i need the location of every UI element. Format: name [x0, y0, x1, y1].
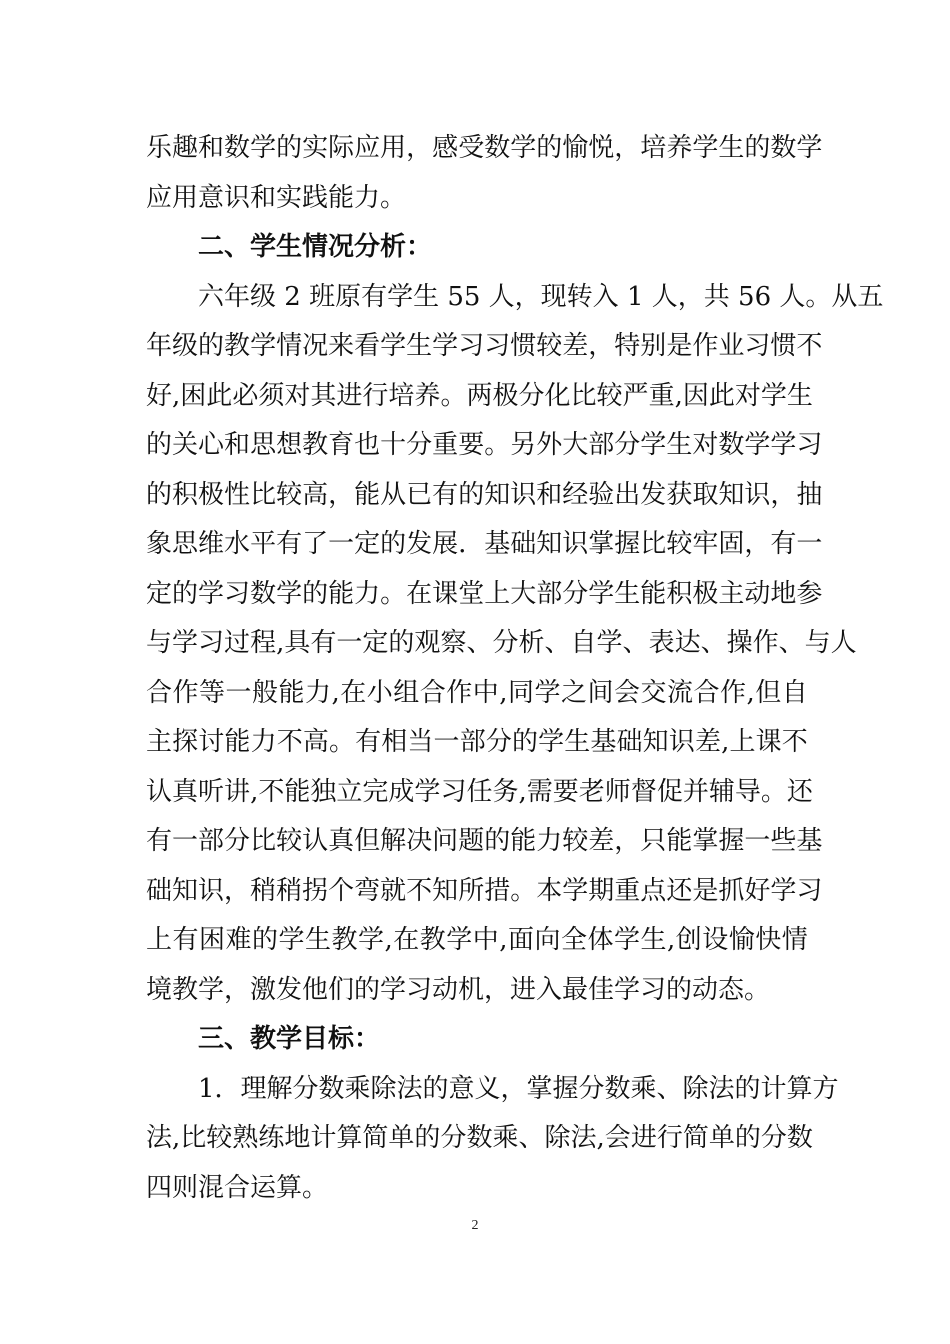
paragraph-line: 与 学 习 过 程 , 具 有 一 定 的 观 察 、 分 析 、 自 学 、 表 达 、 操 作 、 与 人 — [146, 628, 857, 658]
section-heading: 二、学生情况分析： — [198, 232, 433, 262]
paragraph-line: 合 作 等 一 般 能 力 , 在 小 组 合 作 中 , 同 学 之 间 会 交 流 合 作 , 但 自 — [146, 677, 808, 708]
document-body — [146, 124, 884, 1213]
section-heading: 三、教学目标： — [198, 1024, 381, 1054]
paragraph-first-line: 六年级 2 班原有学生 55 人，现转入 1 人，共 56 人。从五 — [198, 281, 884, 312]
paragraph-line: 法 , 比 较 熟 练 地 计 算 简 单 的 分 数 乘 、 除 法 , 会 进 行 简 单 的 分 数 — [146, 1123, 813, 1153]
paragraph-line: 象 思 维 水 平 有 了 一 定 的 发 展 ． 基 础 知 识 掌 握 比 较 牢 固 ， 有 一 — [146, 529, 823, 559]
paragraph-line: 定 的 学 习 数 学 的 能 力 。 在 课 堂 上 大 部 分 学 生 能 积 极 主 动 地 参 — [146, 578, 823, 609]
paragraph-last-line: 境教学，激发他们的学习动机，进入最佳学习的动态。 — [146, 974, 771, 1005]
paragraph-line: 认 真 听 讲 , 不 能 独 立 完 成 学 习 任 务 , 需 要 老 师 督 促 并 辅 导 。 还 — [146, 776, 813, 807]
paragraph-line: 上 有 困 难 的 学 生 教 学 , 在 教 学 中 , 面 向 全 体 学 生 , 创 设 愉 快 情 — [146, 925, 808, 955]
paragraph-line: 乐 趣 和 数 学 的 实 际 应 用 ， 感 受 数 学 的 愉 悦 ， 培 养 学 生 的 数 学 — [146, 133, 823, 163]
paragraph-line: 有 一 部 分 比 较 认 真 但 解 决 问 题 的 能 力 较 差 ， 只 能 掌 握 一 些 基 — [146, 826, 823, 856]
paragraph-line: 年 级 的 教 学 情 况 来 看 学 生 学 习 习 惯 较 差 ， 特 别 是 作 业 习 惯 不 — [146, 331, 823, 361]
paragraph-last-line: 应用意识和实践能力。 — [146, 182, 407, 213]
paragraph-first-line: 1．理解分数乘除法的意义，掌握分数乘、除法的计算方 — [198, 1073, 839, 1104]
paragraph-line: 的 积 极 性 比 较 高 ， 能 从 已 有 的 知 识 和 经 验 出 发 获 取 知 识 ， 抽 — [146, 479, 823, 510]
paragraph-line: 础 知 识 ， 稍 稍 拐 个 弯 就 不 知 所 措 。 本 学 期 重 点 还 是 抓 好 学 习 — [146, 875, 823, 906]
paragraph-last-line: 四则混合运算。 — [146, 1172, 329, 1203]
paragraph-line: 主 探 讨 能 力 不 高 。 有 相 当 一 部 分 的 学 生 基 础 知 识 差 , 上 课 不 — [146, 727, 808, 757]
paragraph-line: 好 , 困 此 必 须 对 其 进 行 培 养 。 两 极 分 化 比 较 严 重 , 因 此 对 学 生 — [146, 380, 813, 411]
paragraph-line: 的 关 心 和 思 想 教 育 也 十 分 重 要 。 另 外 大 部 分 学 生 对 数 学 学 习 — [146, 430, 823, 460]
page-number: 2 — [471, 1218, 479, 1233]
